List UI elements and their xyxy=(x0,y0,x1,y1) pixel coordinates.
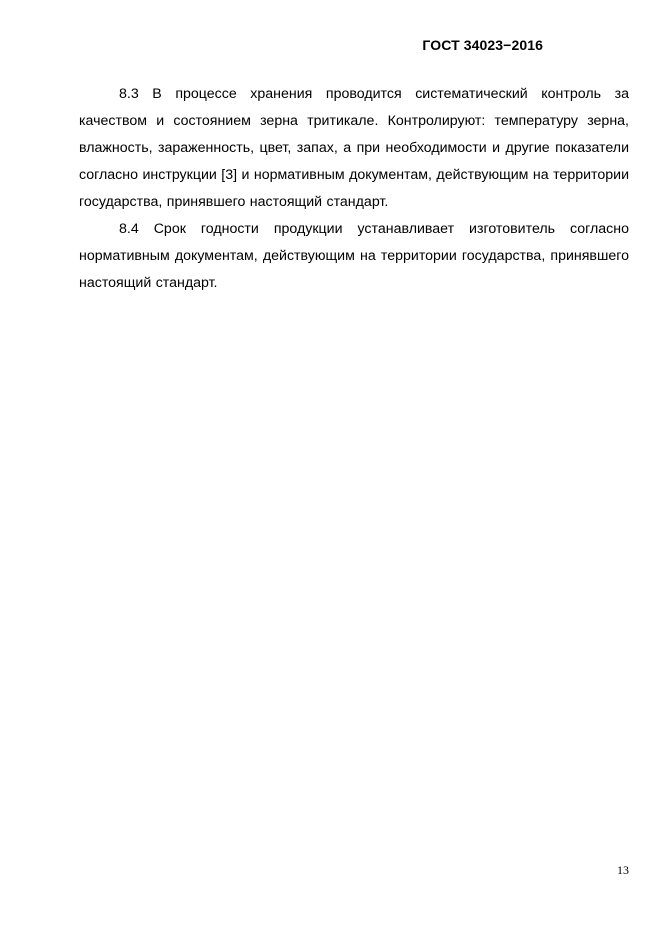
document-code-header: ГОСТ 34023−2016 xyxy=(422,37,543,53)
document-body xyxy=(79,81,629,297)
paragraph-8-3: 8.3 В процессе хранения проводится систематический контроль за качеством и состоянием зерна тритикале. Контролируют: температуру зерна, влажность, зараженность, цвет, запах, а при необходимости и другие показатели согласно инструкции [3] и нормативным документам, действующим на территории государства, принявшего настоящий стандарт. xyxy=(79,86,629,210)
page-number: 13 xyxy=(617,863,629,877)
paragraph-8-4: 8.4 Срок годности продукции устанавливает изготовитель согласно нормативным документам, действующим на территории государства, принявшего настоящий стандарт. xyxy=(79,221,629,291)
